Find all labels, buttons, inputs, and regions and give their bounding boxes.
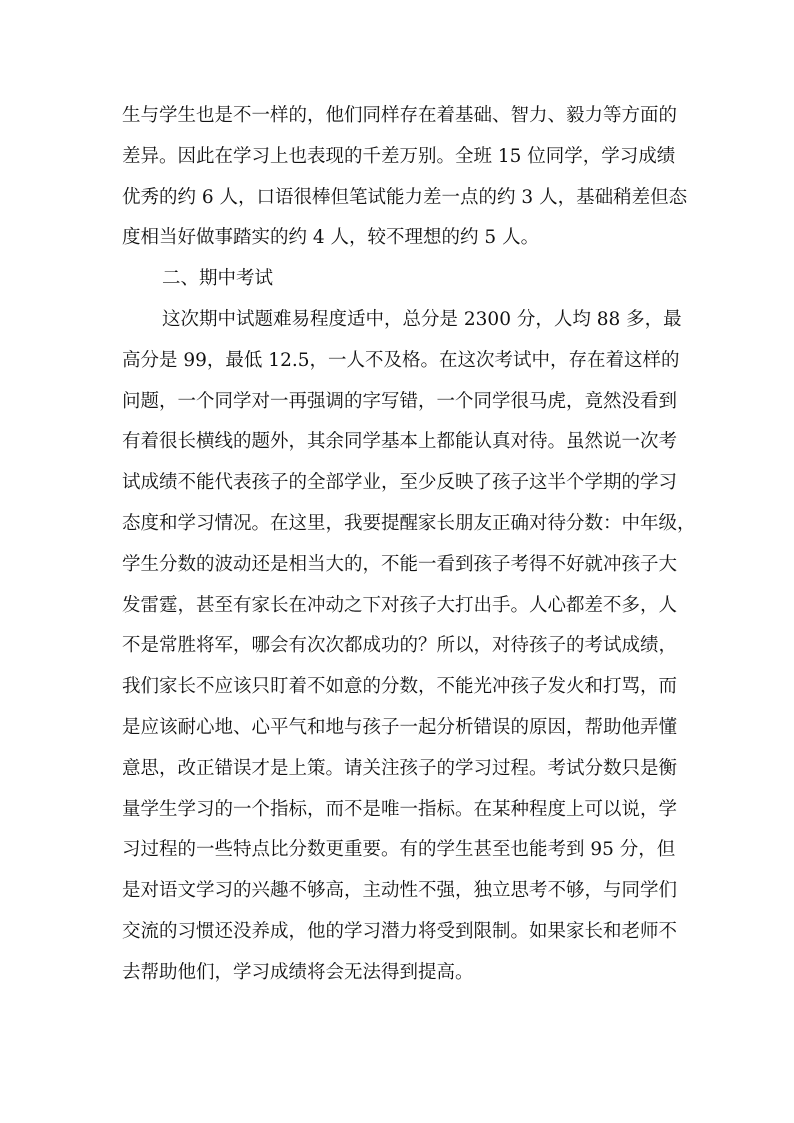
text-line: 习过程的一些特点比分数更重要。有的学生甚至也能考到 95 分，但 [122,839,676,861]
text-line: 我们家长不应该只盯着不如意的分数，不能光冲孩子发火和打骂，而 [122,676,678,698]
text-line: 这次期中试题难易程度适中，总分是 2300 分，人均 88 多，最 [162,308,682,330]
text-line: 意思，改正错误才是上策。请关注孩子的学习过程。考试分数只是衡 [122,757,678,779]
text-line: 有着很长横线的题外，其余同学基本上都能认真对待。虽然说一次考 [122,431,678,453]
text-line: 差异。因此在学习上也表现的千差万别。全班 15 位同学，学习成绩 [122,145,676,167]
text-line: 学生分数的波动还是相当大的，不能一看到孩子考得不好就冲孩子大 [122,553,678,575]
text-line: 试成绩不能代表孩子的全部学业，至少反映了孩子这半个学期的学习 [122,472,678,494]
document-body [122,96,696,994]
text-line: 态度和学习情况。在这里，我要提醒家长朋友正确对待分数：中年级， [122,512,696,534]
paragraph-midterm-exam [122,300,696,994]
text-line: 生与学生也是不一样的，他们同样存在着基础、智力、毅力等方面的 [122,105,678,126]
paragraph-student-differences [122,96,688,259]
text-line: 度相当好做事踏实的约 4 人，较不理想的约 5 人。 [122,227,540,249]
text-line: 量学生学习的一个指标，而不是唯一指标。在某种程度上可以说，学 [122,798,678,820]
text-line: 去帮助他们，学习成绩将会无法得到提高。 [122,961,474,983]
text-line: 交流的习惯还没养成，他的学习潜力将受到限制。如果家长和老师不 [122,920,678,942]
text-line: 高分是 99，最低 12.5，一人不及格。在这次考试中，存在着这样的 [122,349,680,371]
text-line: 发雷霆，甚至有家长在冲动之下对孩子大打出手。人心都差不多，人 [122,594,678,616]
text-line: 问题，一个同学对一再强调的字写错，一个同学很马虎，竟然没看到 [122,390,678,412]
text-line: 不是常胜将军，哪会有次次都成功的？所以，对待孩子的考试成绩， [122,635,678,657]
text-line: 是对语文学习的兴趣不够高，主动性不强，独立思考不够，与同学们 [122,880,678,902]
text-line: 优秀的约 6 人，口语很棒但笔试能力差一点的约 3 人，基础稍差但态 [122,186,688,208]
text-line: 是应该耐心地、心平气和地与孩子一起分析错误的原因，帮助他弄懂 [122,716,678,738]
section-heading: 二、期中考试 [162,268,274,290]
